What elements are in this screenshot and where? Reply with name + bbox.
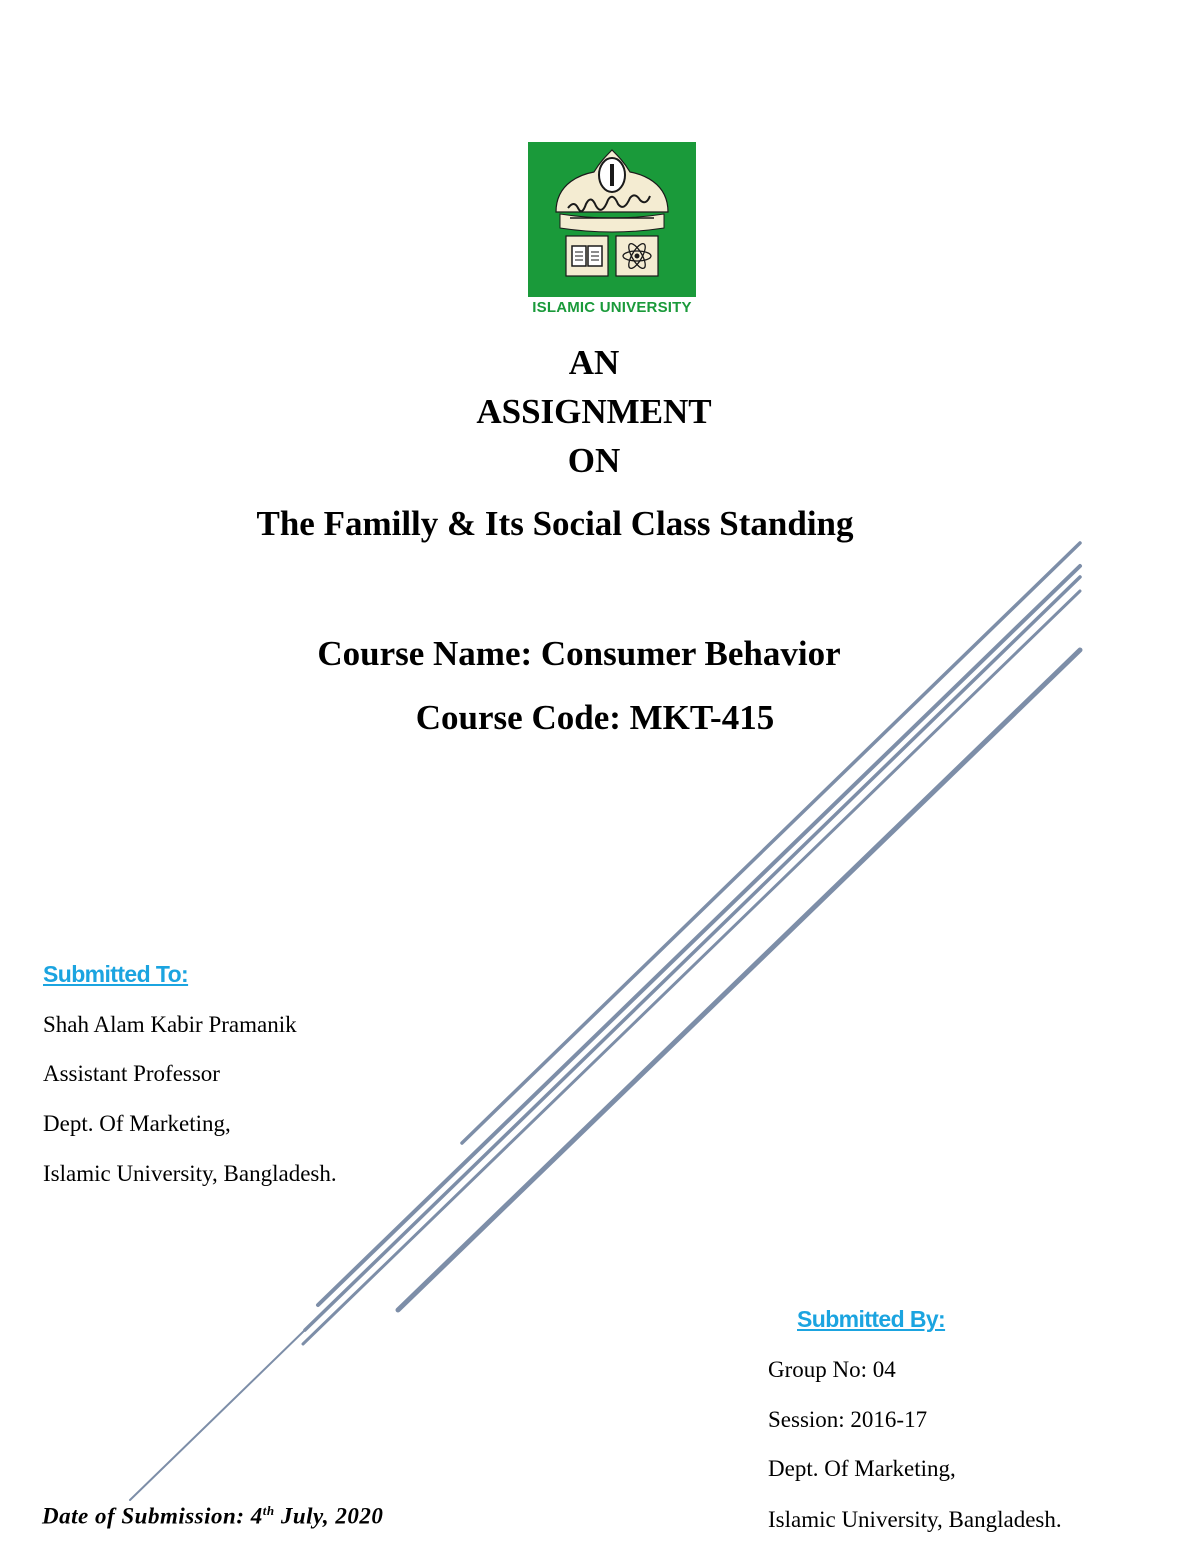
submitted-by-heading: Submitted By: — [797, 1306, 946, 1332]
assignment-topic: The Familly & Its Social Class Standing — [256, 504, 854, 543]
submitted-to-heading: Submitted To: — [43, 961, 189, 987]
supervisor-institution: Islamic University, Bangladesh. — [43, 1161, 337, 1186]
supervisor-designation: Assistant Professor — [43, 1061, 220, 1086]
submission-date-rest: July, 2020 — [274, 1503, 384, 1529]
logo-university-name: ISLAMIC UNIVERSITY — [532, 299, 692, 316]
submission-date-ordinal: th — [262, 1503, 275, 1518]
title-assignment: ASSIGNMENT — [476, 392, 712, 431]
deco-line — [130, 1327, 308, 1500]
deco-line — [318, 566, 1080, 1305]
submission-date — [42, 1503, 383, 1530]
group-number: Group No: 04 — [768, 1357, 896, 1382]
course-name: Course Name: Consumer Behavior — [317, 634, 841, 673]
session: Session: 2016-17 — [768, 1407, 928, 1432]
supervisor-department: Dept. Of Marketing, — [43, 1111, 231, 1136]
group-department: Dept. Of Marketing, — [768, 1456, 956, 1481]
submission-date-prefix: Date of Submission: 4 — [42, 1503, 263, 1529]
logo-emblem-icon — [528, 142, 696, 297]
deco-line — [462, 543, 1080, 1143]
deco-line — [305, 577, 1080, 1330]
course-code: Course Code: MKT-415 — [415, 698, 775, 737]
supervisor-name: Shah Alam Kabir Pramanik — [43, 1012, 297, 1037]
deco-line — [398, 650, 1080, 1310]
university-logo — [528, 142, 696, 297]
title-on: ON — [567, 441, 621, 480]
title-an: AN — [568, 343, 620, 382]
group-institution: Islamic University, Bangladesh. — [768, 1507, 1062, 1532]
